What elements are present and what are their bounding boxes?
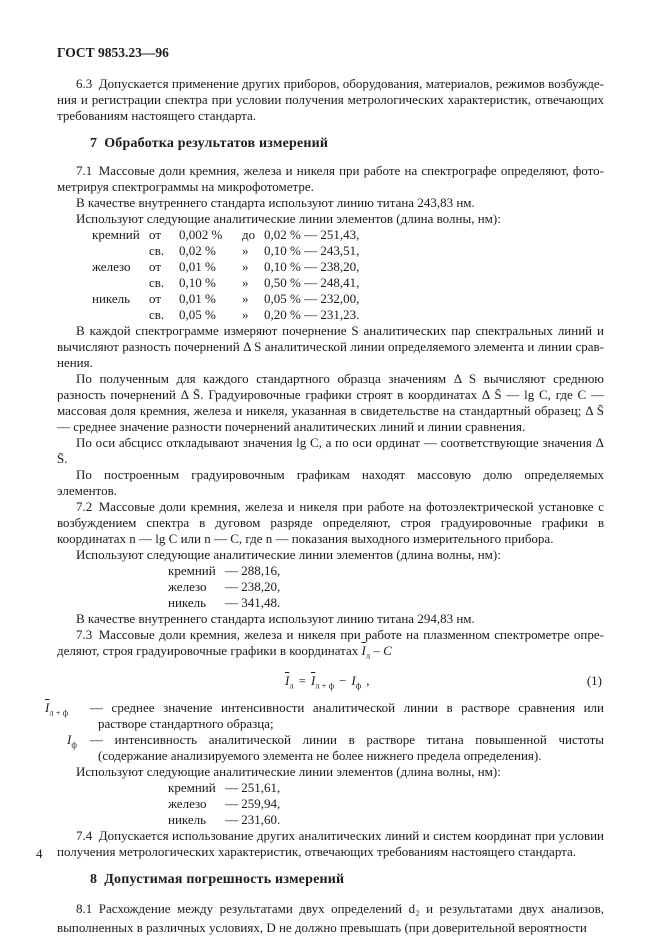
section-8-title: Допустимая погрешность измерений [104,872,345,887]
list-item [168,812,604,828]
para-internal-standard-2: В качестве внутреннего стандарта используют линию титана 294,83 нм. [76,611,475,626]
element-wavelength: — 288,16, [225,563,281,578]
minus-sign: − [339,673,347,688]
range-high-wavelength-cell: 0,10 % — 238,20, [264,259,360,274]
wavelength-list-7-3 [168,780,604,828]
range-from-cell: св. [149,275,165,290]
range-low-cell: 0,02 % [179,243,216,258]
equals-sign: = [298,673,306,688]
element-wavelength: — 251,61, [225,780,281,795]
section-7-number: 7 [90,136,98,151]
coordinate-dash: – [373,643,380,658]
range-high-wavelength-cell: 0,02 % — 251,43, [264,227,360,242]
para-7-3-text: 7.3 Массовые доли кремния, железа и никеля при работе на плазменном спектрометре определяют, строя градуировочные графики в координатах [57,627,604,658]
table-row [92,275,604,291]
i-bar-subscript: л [365,650,371,661]
para-lines-intro-1: Используют следующие аналитические линии элементов (длина волны, нм): [76,211,501,226]
para-spectrogram-measure: В каждой спектрограмме измеряют почернение S аналитических пар спектральных линий и вычисляют разность почернений Δ S аналитической линии определяемого элемента и линии сравнения. [57,323,604,370]
i-bar-variable: $\overline{I}$ [361,643,366,658]
list-item [168,796,604,812]
para-7-2: 7.2 Массовые доли кремния, железа и никеля при работе на фотоэлектрической установке с возбуждением спектра в дуговом разряде определяют, строя градуировочные графики в координатах n — lg C или n — C, где n — показания выходного измерительного прибора. [57,499,604,546]
heading-section-8 [90,871,604,889]
para-lines-intro-2: Используют следующие аналитические линии элементов (длина волны, нм): [76,547,501,562]
list-item [168,579,604,595]
para-7-1: 7.1 Массовые доли кремния, железа и никеля при работе на спектрографе определяют, фотометрируя спектрограммы на микрофотометре. [57,163,604,194]
para-find-mass-fraction: По построенным градуировочным графикам находят массовую долю определяемых элементов. [57,467,604,498]
formula-1-expression [285,671,375,691]
section-8-number: 8 [90,872,98,887]
element-wavelength: — 259,94, [225,796,281,811]
formula-term1: $\overline{I}$ [310,673,316,688]
range-high-wavelength-cell: 0,10 % — 243,51, [264,243,360,258]
element-name: кремний [168,563,216,578]
c-variable: C [383,643,392,658]
table-row [92,227,604,243]
element-cell: никель [92,291,131,306]
page-number: 4 [36,846,43,861]
range-from-cell: св. [149,243,165,258]
range-from-cell: от [149,291,162,306]
range-from-cell: от [149,259,162,274]
element-cell [92,275,149,291]
para-axes: По оси абсцисс откладывают значения lg C, а по оси ординат — соответствующие значения Δ S̄. [57,435,604,466]
range-from-cell: от [149,227,162,242]
formula-comma: , [366,673,370,688]
definition-term [45,700,90,732]
para-6-3: 6.3 Допускается применение других приборов, оборудования, материалов, режимов возбуждения и регистрации спектра при условии получения метрологических характеристик, отвечающих требованиям настоящего стандарта. [57,76,604,123]
heading-section-7 [90,135,604,153]
element-cell: железо [92,259,131,274]
element-cell [92,243,149,259]
range-to-cell: до [242,227,256,242]
formula-term2-subscript: ф [355,680,362,691]
para-8-1: 8.1 Расхождение между результатами двух определений d₂ и результатами двух анализов, выполненных в различных условиях, D не должно превышать (при доверительной вероятности [57,901,604,935]
element-wavelength: — 231,60. [225,812,281,827]
range-to-cell: » [242,291,249,306]
doc-header: ГОСТ 9853.23—96 [57,45,169,60]
element-name: никель [168,812,207,827]
list-item [168,563,604,579]
para-lines-intro-3: Используют следующие аналитические линии элементов (длина волны, нм): [76,764,501,779]
element-name: никель [168,595,207,610]
formula-term1-subscript: л + ф [315,680,335,691]
range-to-cell: » [242,243,249,258]
para-internal-standard-1: В качестве внутреннего стандарта используют линию титана 243,83 нм. [76,195,475,210]
definition-description: — среднее значение интенсивности аналитической линии в растворе сравнения или растворе стандартного образца; [90,700,604,731]
section-7-title: Обработка результатов измерений [104,136,329,151]
range-high-wavelength-cell: 0,05 % — 232,00, [264,291,360,306]
table-row [92,307,604,323]
definition-item [45,732,604,764]
wavelength-list-7-2 [168,563,604,611]
table-row [92,243,604,259]
element-wavelength: — 238,20, [225,579,281,594]
formula-term2: I [351,673,356,688]
element-wavelength: — 341,48. [225,595,281,610]
definition-item [45,700,604,732]
wavelength-range-table [92,227,604,323]
range-high-wavelength-cell: 0,20 % — 231,23. [264,307,360,322]
element-name: кремний [168,780,216,795]
formula-lhs-subscript: л [289,680,294,691]
para-calibration-graphs: По полученным для каждого стандартного образца значениям Δ S вычисляют среднюю разность почернений Δ S̄. Градуировочные графики строят в координатах Δ S̄ — lg C, где C — массовая доля кремния, железа и никеля, указанная в свидетельстве на стандартный образец; Δ S̄ — среднее значение разности почернений аналитических линий и линии сравнения. [57,371,604,434]
definition-term [45,732,90,764]
formula-number: (1) [586,673,602,688]
para-7-3 [57,627,604,659]
term-subscript: ф [71,739,77,750]
range-to-cell: » [242,259,249,274]
page-content [45,44,604,936]
range-low-cell: 0,05 % [179,307,216,322]
element-name: железо [168,579,207,594]
definition-description: — интенсивность аналитической линии в растворе титана повышенной чистоты (содержание анализируемого элемента не более нижнего предела определения). [90,732,604,763]
para-7-4: 7.4 Допускается использование других аналитических линий и систем координат при условии получения метрологических характеристик, отвечающих требованиям настоящего стандарта. [57,828,604,859]
range-to-cell: » [242,307,249,322]
term-symbol: $\overline{I}$ [45,700,50,715]
range-high-wavelength-cell: 0,50 % — 248,41, [264,275,360,290]
range-to-cell: » [242,275,249,290]
term-subscript: л + ф [49,707,69,718]
table-row [92,291,604,307]
formula-1 [57,671,604,691]
table-row [92,259,604,275]
formula-definitions [45,700,604,764]
element-cell: кремний [92,227,140,242]
range-low-cell: 0,01 % [179,259,216,274]
range-low-cell: 0,002 % [179,227,223,242]
formula-lhs: $\overline{I}$ [285,673,290,688]
list-item [168,780,604,796]
list-item [168,595,604,611]
range-from-cell: св. [149,307,165,322]
element-cell [92,307,149,323]
element-name: железо [168,796,207,811]
term-symbol: I [67,732,72,747]
range-low-cell: 0,10 % [179,275,216,290]
range-low-cell: 0,01 % [179,291,216,306]
